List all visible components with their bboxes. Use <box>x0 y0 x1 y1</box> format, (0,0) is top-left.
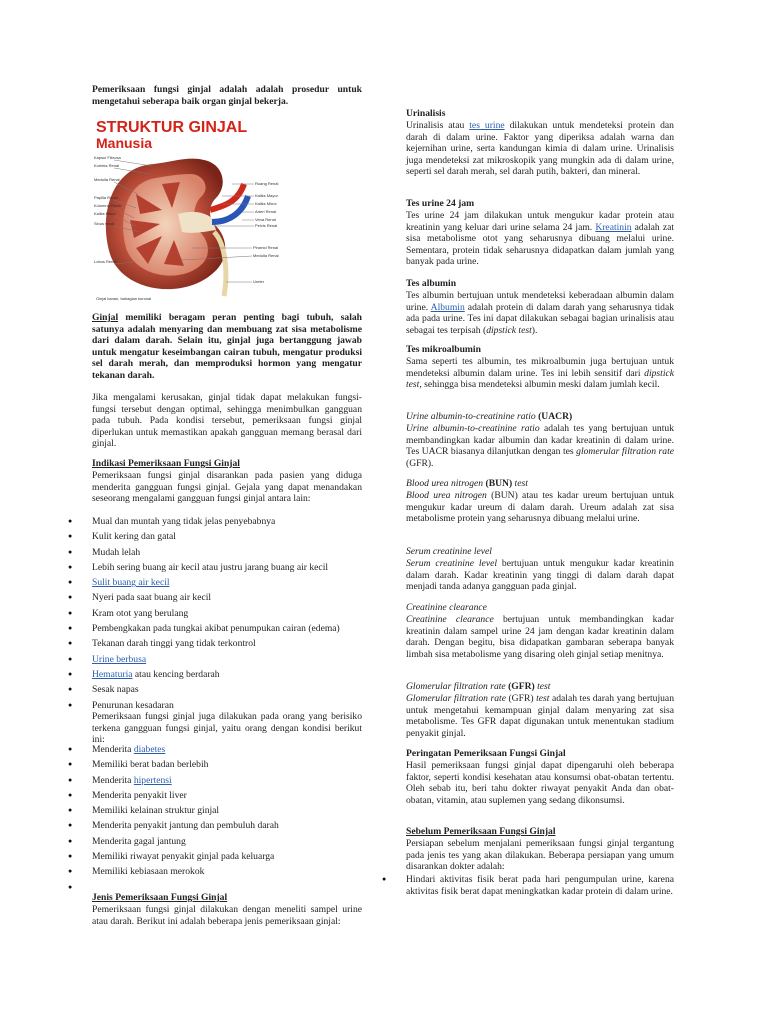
list-item: ● Sesak napas <box>92 684 362 699</box>
uacr-paragraph <box>406 423 674 469</box>
uacr-heading-text: Urine albumin-to-creatinine ratio <box>406 411 536 422</box>
figure-caption: Ginjal kanan, bahagian koronal <box>96 296 152 301</box>
figure-label: Papilla Renal <box>94 195 118 200</box>
albumin-heading: Tes albumin <box>406 278 457 289</box>
mikro-text: , sehingga bisa mendeteksi albumin meski dalam jumlah kecil. <box>419 379 660 391</box>
albumin-text: ). <box>531 324 538 336</box>
list-item: ● Memiliki berat badan berlebih <box>92 759 362 774</box>
renal-pelvis <box>178 212 216 233</box>
link-hipertensi[interactable]: hipertensi <box>133 774 172 786</box>
figure-label: Arteri Renal <box>255 209 277 214</box>
gfr-paragraph <box>406 693 674 739</box>
urine24-paragraph <box>406 210 674 268</box>
list-item <box>92 654 362 669</box>
mikro-text: dipstick test <box>406 367 674 391</box>
list-item: ● Menderita gagal jantung <box>92 836 362 851</box>
hematuria-suffix: atau kencing berdarah <box>132 668 220 680</box>
figure-subtitle: Manusia <box>96 135 153 151</box>
mikroalbumin-paragraph <box>406 356 674 391</box>
list-item: ● Memiliki riwayat penyakit ginjal pada keluarga <box>92 851 362 866</box>
link-diabetes[interactable]: diabetes <box>133 744 166 755</box>
list-item: ● Nyeri pada saat buang air kecil <box>92 592 362 607</box>
list-item <box>92 669 362 684</box>
figure-label: Ruang Renal <box>255 181 279 186</box>
gfr-heading <box>406 681 674 693</box>
uacr-text: adalah tes yang bertujuan untuk membandingkan kadar albumin dan kadar kreatinin di dalam urine. Tes UACR biasanya dilanjutkan dengan tes <box>406 423 674 458</box>
gfr-heading-text: test <box>534 681 551 692</box>
list-item-text: Menderita <box>92 744 134 755</box>
figure-label: Kaliks Minor <box>94 211 116 216</box>
list-item: ● Tekanan darah tinggi yang tidak terkontrol <box>92 638 362 653</box>
figure-label: Kolumna Renal <box>94 203 122 208</box>
list-item: ● Mual dan muntah yang tidak jelas penyebabnya <box>92 516 362 531</box>
ginjal-text: memiliki beragam peran penting bagi tubuh, salah satunya adalah menyaring dan membuang zat sisa metabolisme dari dalam darah. Selain itu, ginjal juga bertanggung jawab untuk mengatur keseimbangan cairan tubuh, mengatur produksi sel darah merah, dan memproduksi hormon yang mengatur tekanan darah. <box>92 312 362 381</box>
bun-text: (BUN) atau tes kadar ureum bertujuan untuk mengukur kadar ureum di dalam darah. Ureum adalah zat sisa metabolisme protein yang seharusnya dibuang melalui urine. <box>406 490 674 525</box>
list-item-text: Menderita <box>92 774 134 786</box>
bun-paragraph <box>406 490 674 525</box>
link-urine-berbusa[interactable]: Urine berbusa <box>92 653 147 665</box>
gfr-text: adalah tes darah yang bertujuan untuk mengetahui kemampuan ginjal dalam menyaring zat sisa metabolisme. Tes GFR dapat digunakan untuk menentukan stadium penyakit ginjal. <box>406 693 674 739</box>
bun-heading-text: Blood urea nitrogen <box>406 478 484 489</box>
urinalisis-text: dilakukan untuk mendeteksi protein dan darah di dalam urine. Faktor yang diperiksa adalah warna dan kejernihan urine, serta kandungan kimia di dalam urine. Urinalisis juga mendeteksi zat mikroskopik yang mungkin ada di dalam urine, seperti sel darah merah, sel darah putih, bakteri, dan mineral. <box>406 120 674 178</box>
indikasi-heading: Indikasi Pemeriksaan Fungsi Ginjal <box>92 458 240 469</box>
figure-label: Lobus Renal <box>94 259 117 264</box>
link-tes-urine[interactable]: tes urine <box>469 120 505 131</box>
peringatan-paragraph: Hasil pemeriksaan fungsi ginjal dapat dipengaruhi oleh beberapa faktor, seperti kondisi kesehatan atau konsumsi obat-obatan tertentu. Oleh sebab itu, beri tahu dokter riwayat penyakit Anda dan obat-obatan, vitamin, atau suplemen yang sedang dikonsumsi. <box>406 760 674 806</box>
kidney-illustration <box>92 114 300 302</box>
figure-label: Pelvis Renal <box>255 223 278 228</box>
link-hematuria[interactable]: Hematuria <box>92 668 133 680</box>
figure-label: Medulla Renal <box>94 177 120 182</box>
figure-label: Medulla Renal <box>253 253 279 258</box>
figure-label: Piramid Renal <box>253 245 279 250</box>
uacr-heading <box>406 411 674 423</box>
gfr-text: (GFR) <box>505 693 537 704</box>
uacr-text: (GFR). <box>406 457 434 469</box>
gfr-text: test <box>536 693 550 704</box>
sebelum-heading: Sebelum Pemeriksaan Fungsi Ginjal <box>406 826 556 837</box>
list-item: ● Mudah lelah <box>92 547 362 562</box>
uacr-text: glomerular filtration rate <box>576 446 674 458</box>
figure-title: STRUKTUR GINJAL <box>96 119 248 136</box>
mikroalbumin-heading: Tes mikroalbumin <box>406 344 481 355</box>
bun-text: Blood urea nitrogen <box>406 490 487 501</box>
kerusakan-paragraph: Jika mengalami kerusakan, ginjal tidak dapat melakukan fungsi-fungsi tersebut dengan optimal, sehingga menimbulkan gangguan pada tubuh. Pada kondisi tersebut, pemeriksaan fungsi ginjal diperlukan untuk memastikan apakah gangguan memang berasal dari ginjal. <box>92 392 362 450</box>
clearance-paragraph <box>406 614 674 660</box>
clearance-text: bertujuan untuk membandingkan kadar kreatinin dalam sampel urine 24 jam dengan kadar kreatinin dalam darah. Dengan begitu, bisa didapatkan gambaran seberapa banyak limbah sisa metabolisme yang disaring oleh ginjal setiap menitnya. <box>406 614 674 660</box>
urine24-text: adalah zat sisa metabolisme otot yang seharusnya dibuang melalui urine. Sementara, protein tidak seharusnya didapatkan dalam jumlah yang banyak pada urine. <box>406 221 674 268</box>
urinalisis-text: Urinalisis atau <box>406 120 470 131</box>
urinalisis-heading: Urinalisis <box>406 108 446 119</box>
mikro-text: Sama seperti tes albumin, tes mikroalbumin juga bertujuan untuk mendeteksi albumin dalam urine. Tes ini lebih sensitif dari <box>406 356 674 379</box>
bun-heading-text: (BUN) <box>483 478 513 489</box>
uacr-text: Urine albumin-to-creatinine ratio <box>406 423 540 434</box>
urinalisis-paragraph <box>406 120 674 178</box>
urine24-heading: Tes urine 24 jam <box>406 198 475 209</box>
link-kreatinin[interactable]: Kreatinin <box>595 221 632 233</box>
gfr-heading-text: (GFR) <box>505 681 535 692</box>
indikasi-paragraph: Pemeriksaan fungsi ginjal disarankan pada pasien yang diduga menderita gangguan fungsi ginjal. Gejala yang dapat menandakan seseorang mengalami gangguan fungsi ginjal antara lain: <box>92 470 362 505</box>
figure-label: Kapsul Fibrosa <box>94 155 121 160</box>
figure-label: Ureter <box>253 279 265 284</box>
list-item: ● Memiliki kelainan struktur ginjal <box>92 805 362 820</box>
list-item: ● Pembengkakan pada tungkai akibat penumpukan cairan (edema) <box>92 623 362 638</box>
bun-heading-text: test <box>512 478 528 489</box>
albumin-text: adalah protein di dalam darah yang seharusnya tidak ada pada urine. Tes ini dapat dilakukan sebagai bagian urinalisis atau sebagai tes terpisah ( <box>406 301 675 336</box>
serum-text: Serum creatinine level <box>406 558 497 569</box>
gfr-heading-text: Glomerular filtration rate <box>406 681 506 692</box>
link-albumin[interactable]: Albumin <box>430 301 465 313</box>
list-item: ● Penurunan kesadaran <box>92 700 362 712</box>
serum-paragraph <box>406 558 674 593</box>
figure-label: Sinus renal <box>94 221 115 226</box>
list-item: ● Menderita penyakit jantung dan pembuluh darah <box>92 820 362 835</box>
gfr-text: Glomerular filtration rate <box>406 693 506 704</box>
risiko-paragraph: Pemeriksaan fungsi ginjal juga dilakukan pada orang yang berisiko terkena gangguan fungsi ginjal, yaitu orang dengan kondisi berikut ini: <box>92 711 362 746</box>
figure-label: Kaliks Minor <box>255 201 277 206</box>
gejala-list <box>92 516 362 712</box>
jenis-paragraph: Pemeriksaan fungsi ginjal dilakukan dengan meneliti sampel urine atau darah. Berikut ini adalah beberapa jenis pemeriksaan ginjal: <box>92 904 362 927</box>
figure-label: Kaliks Mayor <box>255 193 278 198</box>
figure-label: Korteks Renal <box>94 163 120 168</box>
list-item: ● Menderita penyakit liver <box>92 790 362 805</box>
bun-heading <box>406 478 674 490</box>
list-item <box>92 775 362 790</box>
urine24-text: Tes urine 24 jam dilakukan untuk mengukur kadar protein atau kreatinin yang keluar dari urine selama 24 jam. <box>406 210 674 233</box>
list-item: ● Lebih sering buang air kecil atau justru jarang buang air kecil <box>92 562 362 577</box>
clearance-heading: Creatinine clearance <box>406 602 487 613</box>
intro-paragraph: Pemeriksaan fungsi ginjal adalah adalah prosedur untuk mengetahui seberapa baik organ ginjal bekerja. <box>92 84 362 107</box>
clearance-text: Creatinine clearance <box>406 614 494 625</box>
uacr-heading-text: (UACR) <box>535 411 573 422</box>
list-item <box>92 577 362 592</box>
list-item <box>92 744 362 759</box>
peringatan-heading: Peringatan Pemeriksaan Fungsi Ginjal <box>406 748 566 759</box>
figure-label: Vena Renal <box>255 217 276 222</box>
albumin-text: Tes albumin bertujuan untuk mendeteksi keberadaan albumin dalam urine. <box>406 290 674 313</box>
kidney-structure-figure <box>92 114 300 302</box>
risiko-list <box>92 744 362 897</box>
jenis-heading: Jenis Pemeriksaan Fungsi Ginjal <box>92 892 228 903</box>
list-item: ● Kram otot yang berulang <box>92 608 362 623</box>
albumin-text: dipstick test <box>486 324 532 336</box>
sebelum-list <box>406 874 674 897</box>
list-item: ● Memiliki kebiasaan merokok <box>92 866 362 881</box>
ginjal-word: Ginjal <box>92 312 119 323</box>
list-item: ● Kulit kering dan gatal <box>92 531 362 546</box>
sebelum-paragraph: Persiapan sebelum menjalani pemeriksaan fungsi ginjal tergantung pada jenis tes yang akan dilakukan. Beberapa persiapan yang umum disarankan dokter adalah: <box>406 838 674 873</box>
serum-text: bertujuan untuk mengukur kadar kreatinin dalam darah. Kadar kreatinin yang tinggi di dalam darah dapat menjadi tanda adanya gangguan pada ginjal. <box>406 558 674 593</box>
list-item: ● Hindari aktivitas fisik berat pada hari pengumpulan urine, karena aktivitas fisik berat dapat meningkatkan kadar protein di dalam urine. <box>406 874 674 897</box>
link-sulit-buang-air-kecil[interactable]: Sulit buang air kecil <box>92 577 170 589</box>
albumin-paragraph <box>406 290 674 336</box>
serum-heading: Serum creatinine level <box>406 546 492 557</box>
ginjal-paragraph <box>92 312 362 382</box>
